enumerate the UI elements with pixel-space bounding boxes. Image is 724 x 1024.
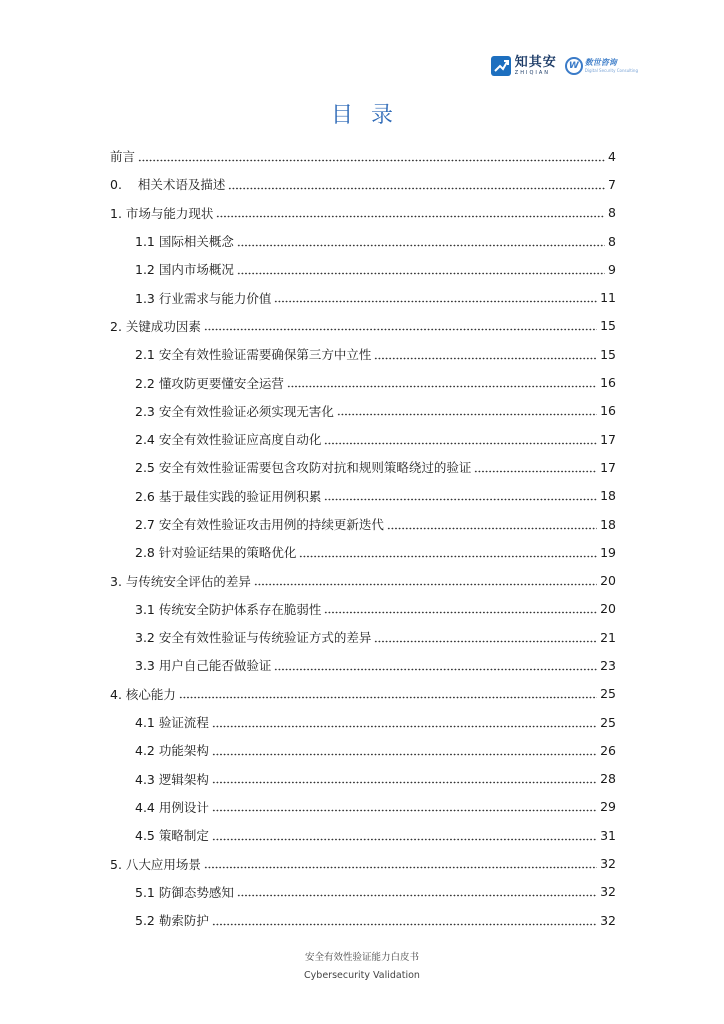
toc-entry-page: 4 (608, 148, 616, 164)
toc-entry-page: 7 (608, 176, 616, 192)
shushi-logo-cn: 数世咨询 (584, 58, 617, 67)
toc-leader-dots (237, 238, 605, 247)
toc-entry-title: 4.5 策略制定 (135, 828, 209, 844)
toc-entry[interactable] (110, 142, 616, 170)
toc-entry[interactable] (110, 849, 616, 877)
footer-title-cn: 安全有效性验证能力白皮书 (304, 952, 419, 963)
toc-entry-page: 20 (600, 601, 616, 617)
toc-leader-dots (228, 181, 605, 190)
toc-entry-page: 19 (600, 544, 616, 560)
header-logos (491, 56, 638, 76)
toc-entry-title: 2.3 安全有效性验证必须实现无害化 (135, 403, 334, 419)
toc-entry-page: 20 (600, 573, 616, 589)
toc-entry[interactable] (110, 623, 616, 651)
toc-entry-title: 3.1 传统安全防护体系存在脆弱性 (135, 601, 322, 617)
toc-leader-dots (138, 153, 605, 162)
toc-entry[interactable] (110, 397, 616, 425)
toc-entry[interactable] (110, 482, 616, 510)
toc-leader-dots (204, 860, 597, 869)
toc-entry-page: 32 (600, 912, 616, 928)
toc-entry[interactable] (110, 170, 616, 198)
toc-entry-page: 26 (600, 742, 616, 758)
toc-entry-page: 18 (600, 488, 616, 504)
toc-entry[interactable] (110, 255, 616, 283)
toc-leader-dots (324, 492, 597, 501)
toc-entry-page: 25 (600, 714, 616, 730)
toc-entry-title: 2.8 针对验证结果的策略优化 (135, 545, 297, 561)
toc-leader-dots (337, 407, 597, 416)
toc-entry[interactable] (110, 878, 616, 906)
toc-entry[interactable] (110, 199, 616, 227)
shushi-logo-icon: W (565, 57, 583, 75)
toc-entry[interactable] (110, 283, 616, 311)
toc-entry-page: 16 (600, 403, 616, 419)
toc-entry-title: 4.3 逻辑架构 (135, 771, 209, 787)
toc-entry-title: 5.2 勒索防护 (135, 913, 209, 929)
toc-entry-title: 1.3 行业需求与能力价值 (135, 290, 272, 306)
toc-entry-page: 9 (608, 261, 616, 277)
toc-entry-title: 4.2 功能架构 (135, 743, 209, 759)
toc-entry-title: 1.2 国内市场概况 (135, 262, 234, 278)
toc-leader-dots (204, 322, 597, 331)
toc-entry-title: 3.2 安全有效性验证与传统验证方式的差异 (135, 630, 372, 646)
toc-leader-dots (274, 662, 597, 671)
shushi-logo-en: Digital Security Consulting (584, 68, 638, 73)
toc-entry[interactable] (110, 566, 616, 594)
page-title: 目录 (330, 103, 411, 128)
toc-leader-dots (216, 209, 605, 218)
toc-entry-page: 28 (600, 771, 616, 787)
toc-entry-title: 5.1 防御态势感知 (135, 884, 234, 900)
shushi-logo (565, 57, 638, 75)
toc-leader-dots (274, 294, 597, 303)
toc-entry-title: 1. 市场与能力现状 (110, 205, 214, 221)
toc-entry-title: 2.5 安全有效性验证需要包含攻防对抗和规则策略绕过的验证 (135, 460, 472, 476)
page-footer (0, 949, 724, 985)
toc-entry[interactable] (110, 340, 616, 368)
zhiqian-logo-cn: 知其安 (514, 55, 557, 70)
toc-entry-title: 4.4 用例设计 (135, 799, 209, 815)
toc-entry[interactable] (110, 793, 616, 821)
toc-leader-dots (237, 888, 597, 897)
toc-entry[interactable] (110, 227, 616, 255)
toc-entry-page: 8 (608, 233, 616, 249)
toc-entry-title: 5. 八大应用场景 (110, 856, 201, 872)
toc-entry-title: 4.1 验证流程 (135, 715, 209, 731)
toc-leader-dots (179, 690, 597, 699)
toc-entry-page: 18 (600, 516, 616, 532)
toc-entry-title: 前言 (110, 149, 136, 165)
toc-entry-title: 2.4 安全有效性验证应高度自动化 (135, 432, 322, 448)
toc-leader-dots (474, 464, 597, 473)
toc-entry-page: 32 (600, 884, 616, 900)
toc-entry[interactable] (110, 595, 616, 623)
toc-leader-dots (324, 605, 597, 614)
toc-leader-dots (237, 266, 605, 275)
toc-leader-dots (287, 379, 597, 388)
toc-entry[interactable] (110, 368, 616, 396)
toc-leader-dots (324, 436, 597, 445)
toc-entry[interactable] (110, 906, 616, 934)
toc-entry-page: 8 (608, 205, 616, 221)
toc-entry[interactable] (110, 425, 616, 453)
toc-entry[interactable] (110, 651, 616, 679)
toc-leader-dots (374, 634, 597, 643)
toc-entry-page: 25 (600, 686, 616, 702)
toc-entry[interactable] (110, 736, 616, 764)
toc-entry-title: 2.7 安全有效性验证攻击用例的持续更新迭代 (135, 517, 384, 532)
toc-leader-dots (212, 719, 597, 728)
toc-entry-title: 3. 与传统安全评估的差异 (110, 573, 251, 589)
toc-entry-title: 2. 关键成功因素 (110, 318, 201, 334)
toc-entry-page: 17 (600, 431, 616, 447)
toc-entry[interactable] (110, 510, 616, 538)
toc-entry[interactable] (110, 538, 616, 566)
zhiqian-logo-en: ZHIQIAN (514, 70, 551, 76)
toc-entry-title: 3.3 用户自己能否做验证 (135, 658, 272, 674)
toc-leader-dots (212, 747, 597, 756)
zhiqian-logo (491, 56, 557, 76)
toc-entry-page: 23 (600, 657, 616, 673)
toc-leader-dots (212, 917, 597, 926)
toc-entry[interactable] (110, 453, 616, 481)
toc-entry[interactable] (110, 821, 616, 849)
toc-entry[interactable] (110, 312, 616, 340)
table-of-contents (110, 142, 616, 934)
toc-entry-page: 17 (600, 459, 616, 475)
toc-leader-dots (254, 577, 597, 586)
toc-leader-dots (212, 775, 597, 784)
toc-entry-title: 0. 相关术语及描述 (110, 177, 226, 193)
toc-leader-dots (212, 832, 597, 841)
toc-entry-title: 2.2 懂攻防更要懂安全运营 (135, 375, 284, 391)
toc-leader-dots (212, 803, 597, 812)
toc-entry-page: 31 (600, 827, 616, 843)
zhiqian-logo-icon (491, 56, 511, 76)
toc-leader-dots (374, 351, 597, 360)
toc-entry-title: 1.1 国际相关概念 (135, 234, 234, 250)
toc-entry-page: 32 (600, 856, 616, 872)
toc-entry-page: 16 (600, 375, 616, 391)
toc-entry-page: 29 (600, 799, 616, 815)
toc-entry-page: 15 (600, 346, 616, 362)
toc-entry-page: 11 (600, 290, 616, 306)
toc-entry-title: 2.6 基于最佳实践的验证用例积累 (135, 488, 322, 504)
footer-title-en: Cybersecurity Validation (304, 970, 420, 981)
toc-entry-page: 15 (600, 318, 616, 334)
toc-leader-dots (299, 549, 597, 558)
toc-entry[interactable] (110, 708, 616, 736)
toc-entry[interactable] (110, 765, 616, 793)
toc-entry-title: 4. 核心能力 (110, 686, 176, 702)
toc-entry[interactable] (110, 680, 616, 708)
toc-entry-title: 2.1 安全有效性验证需要确保第三方中立性 (135, 347, 372, 363)
toc-leader-dots (387, 521, 597, 530)
toc-entry-page: 21 (600, 629, 616, 645)
